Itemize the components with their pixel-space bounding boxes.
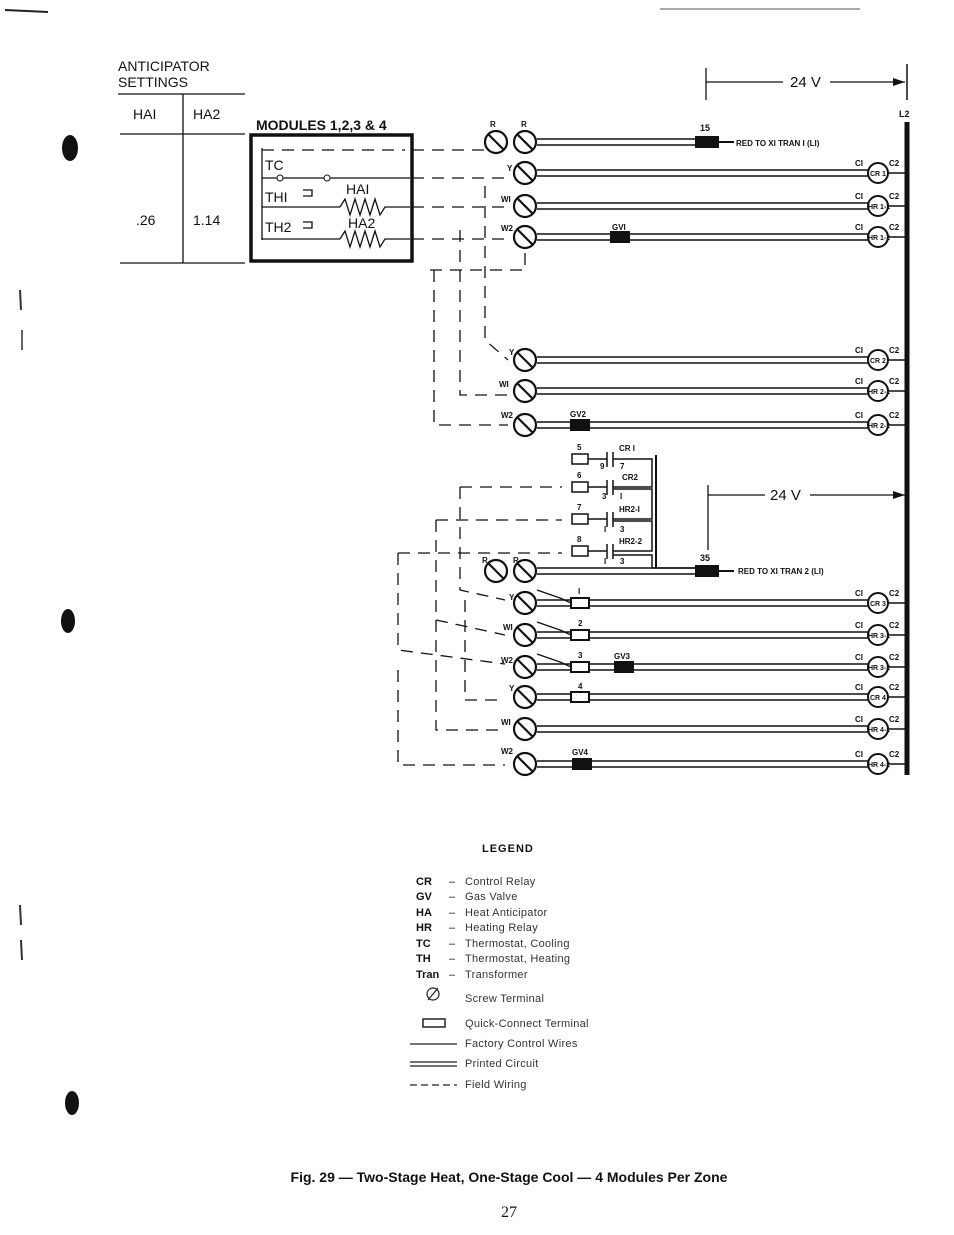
svg-text:C2: C2 [889,683,900,692]
svg-text:CR 2: CR 2 [870,358,886,365]
svg-text:WI: WI [501,718,511,727]
legend-item: HA – Heat Anticipator [416,907,548,919]
modules-thermostat-box [251,117,412,261]
svg-text:CI: CI [855,159,863,168]
svg-text:C2: C2 [889,223,900,232]
svg-text:3: 3 [620,557,625,566]
svg-text:CI: CI [855,715,863,724]
svg-text:CI: CI [855,377,863,386]
svg-text:C2: C2 [889,377,900,386]
svg-text:I: I [604,557,607,566]
svg-text:C2: C2 [889,750,900,759]
svg-text:WI: WI [499,380,509,389]
svg-text:C2: C2 [889,192,900,201]
svg-text:WI: WI [501,195,511,204]
anticipator-heading-2: SETTINGS [118,74,189,90]
svg-text:HR 4-1: HR 4-1 [868,727,891,734]
gv3-label: GV3 [614,652,631,661]
relay-coils [868,163,891,774]
svg-text:Y: Y [509,684,515,693]
figure-caption: Fig. 29 — Two-Stage Heat, One-Stage Cool — 4 Modules Per Zone [290,1169,728,1185]
svg-text:4: 4 [578,682,583,691]
gv2-label: GV2 [570,410,587,419]
legend-item: TC – Thermostat, Cooling [416,938,570,950]
legend-item: GV – Gas Valve [416,891,518,903]
svg-text:CI: CI [855,589,863,598]
svg-text:CR 4: CR 4 [870,695,886,702]
svg-text:CI: CI [855,621,863,630]
svg-text:R: R [513,556,519,565]
svg-text:C2: C2 [889,411,900,420]
svg-text:HR 2-1: HR 2-1 [868,389,891,396]
svg-text:W2: W2 [501,224,513,233]
page-number: 27 [501,1204,517,1221]
l2-label: L2 [899,109,910,119]
quick-connects [537,587,589,702]
svg-text:I: I [620,492,623,501]
legend-title: LEGEND [482,843,534,855]
svg-text:W2: W2 [501,411,513,420]
svg-text:CI: CI [855,223,863,232]
svg-text:C2: C2 [889,715,900,724]
legend-item: TH – Thermostat, Heating [416,953,571,965]
svg-text:CI: CI [855,346,863,355]
legend-printed-circuit: Printed Circuit [465,1058,539,1070]
ha2-label: HA2 [348,215,376,231]
legend-quick-connect: Quick-Connect Terminal [465,1018,589,1030]
svg-text:I: I [604,525,607,534]
svg-text:C2: C2 [889,653,900,662]
svg-text:7: 7 [620,462,625,471]
svg-text:HR 3-1: HR 3-1 [868,633,891,640]
red-wire-1-label: RED TO XI TRAN I (LI) [736,139,820,148]
anticipator-table [118,58,245,263]
svg-text:3: 3 [578,651,583,660]
legend-item: CR – Control Relay [416,876,536,888]
svg-text:8: 8 [577,535,582,544]
svg-text:HR 1-1: HR 1-1 [868,204,891,211]
svg-text:HR 2-2: HR 2-2 [868,423,891,430]
svg-text:R: R [482,556,488,565]
field-wiring [398,150,562,765]
gv1-label: GVI [612,223,626,232]
svg-text:R: R [490,120,496,129]
svg-text:3: 3 [602,492,607,501]
anticipator-val-ha2: 1.14 [193,212,221,228]
svg-text:WI: WI [503,623,513,632]
svg-text:HR 4-2: HR 4-2 [868,762,891,769]
legend-item: Tran – Transformer [416,969,528,981]
svg-text:W2: W2 [501,747,513,756]
svg-text:C2: C2 [889,159,900,168]
svg-text:I: I [578,587,581,596]
svg-text:CR2: CR2 [622,473,639,482]
svg-text:C2: C2 [889,621,900,630]
svg-text:CR I: CR I [619,444,635,453]
svg-text:6: 6 [577,471,582,480]
anticipator-heading-1: ANTICIPATOR [118,58,210,74]
svg-text:CI: CI [855,750,863,759]
svg-text:W2: W2 [501,656,513,665]
anticipator-col-ha1: HAI [133,106,157,122]
svg-text:CI: CI [855,683,863,692]
gv4-label: GV4 [572,748,589,757]
ha1-label: HAI [346,181,370,197]
printed-circuit [537,139,907,767]
modules-title: MODULES 1,2,3 & 4 [256,117,387,133]
top-24v-label: 24 V [790,74,821,91]
legend-screw-terminal: Screw Terminal [465,993,545,1005]
legend-factory-wires: Factory Control Wires [465,1038,578,1050]
svg-text:CI: CI [855,192,863,201]
svg-text:HR2-2: HR2-2 [619,537,643,546]
th2-label: TH2 [265,219,292,235]
svg-text:CI: CI [855,411,863,420]
svg-text:HR 3-2: HR 3-2 [868,665,891,672]
svg-text:R: R [521,120,527,129]
wire-15-label: 15 [700,123,711,133]
anticipator-val-ha1: .26 [136,212,156,228]
svg-text:3: 3 [620,525,625,534]
svg-text:C2: C2 [889,589,900,598]
anticipator-col-ha2: HA2 [193,106,221,122]
mid-24v-label: 24 V [770,487,801,504]
svg-text:HR2-I: HR2-I [619,505,640,514]
th1-label: THI [265,189,288,205]
legend-item: HR – Heating Relay [416,922,538,934]
tc-label: TC [265,157,284,173]
svg-text:Y: Y [509,348,515,357]
svg-text:CR 3: CR 3 [870,601,886,608]
svg-text:9: 9 [600,462,605,471]
svg-text:Y: Y [507,164,513,173]
svg-text:7: 7 [577,503,582,512]
svg-text:5: 5 [577,443,582,452]
svg-text:Y: Y [509,593,515,602]
svg-text:2: 2 [578,619,583,628]
svg-text:HR 1-2: HR 1-2 [868,235,891,242]
legend-field-wiring: Field Wiring [465,1079,527,1091]
svg-text:CI: CI [855,653,863,662]
svg-text:CR 1: CR 1 [870,171,886,178]
svg-text:C2: C2 [889,346,900,355]
red-wire-2-label: RED TO XI TRAN 2 (LI) [738,567,824,576]
wire-35-label: 35 [700,553,711,563]
